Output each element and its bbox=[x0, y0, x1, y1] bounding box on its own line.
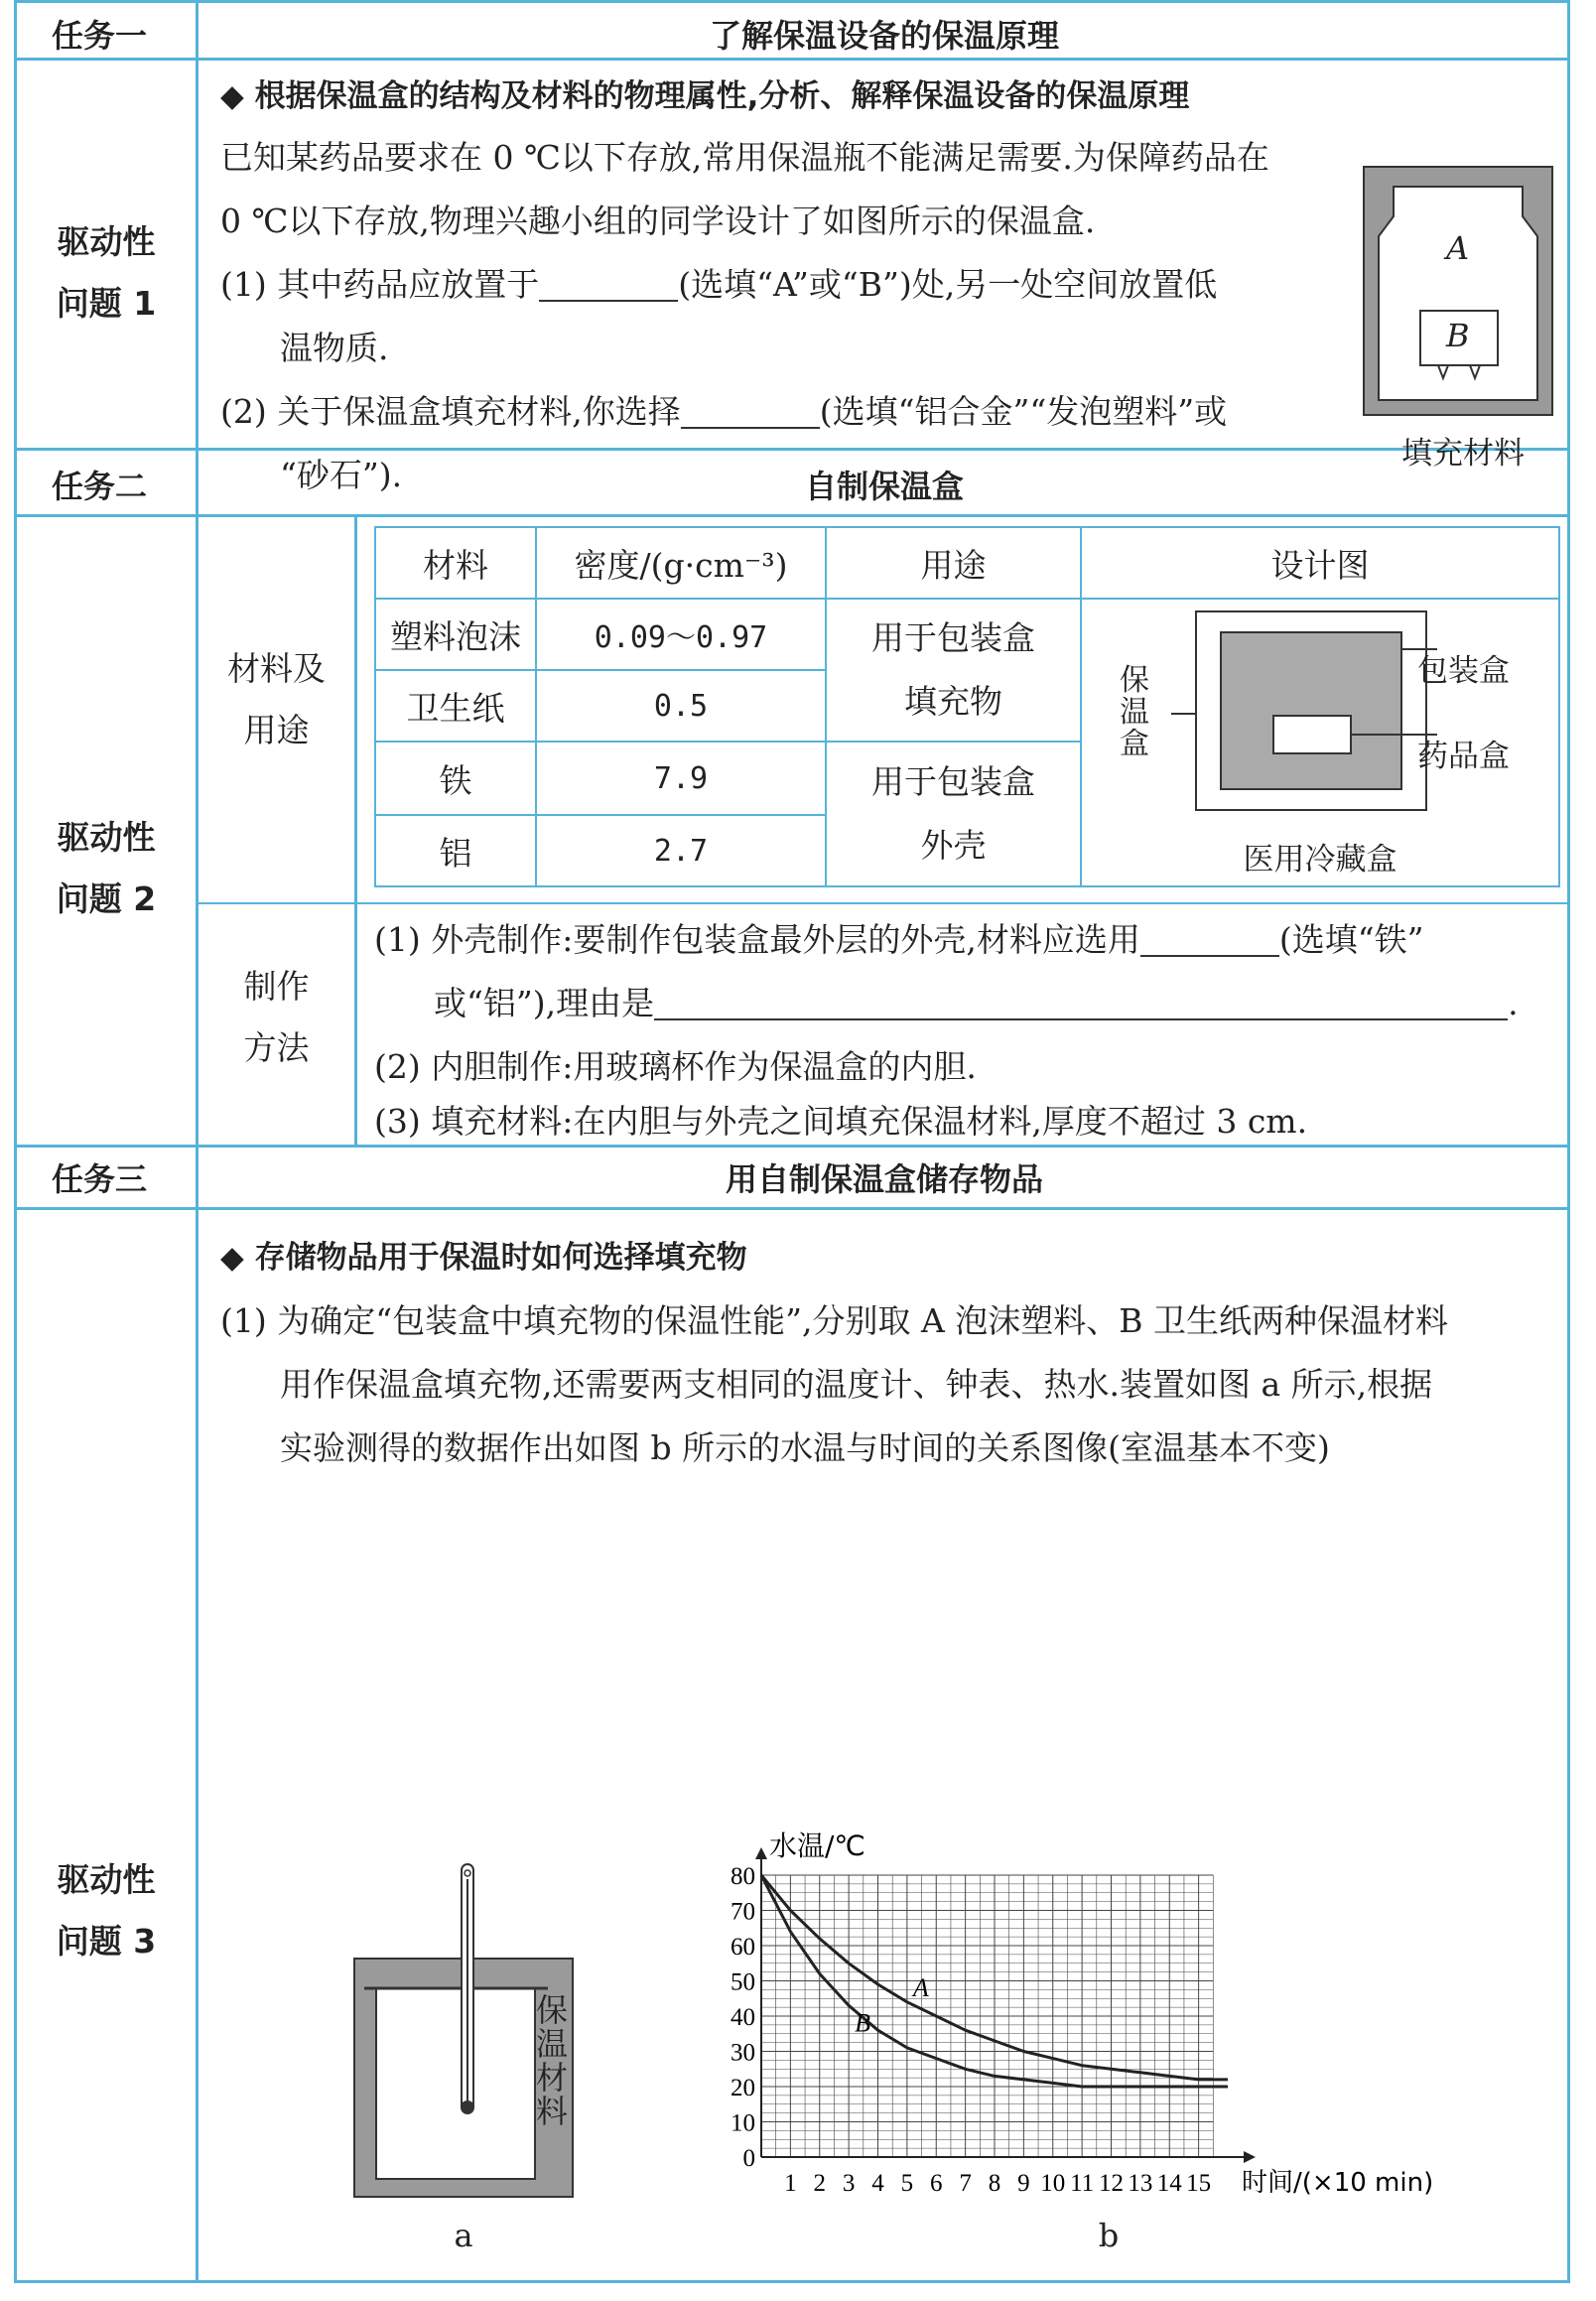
use-line: 填充物 bbox=[904, 682, 1002, 721]
method-label bbox=[199, 956, 354, 1079]
divider bbox=[17, 514, 1567, 517]
divider bbox=[17, 448, 1567, 451]
medicine-label: 药品盒 bbox=[1417, 739, 1510, 774]
label-a: A bbox=[1446, 229, 1470, 267]
x-tick-label: 13 bbox=[1128, 2170, 1153, 2197]
method-label-line: 方法 bbox=[243, 1028, 310, 1067]
task1-side-label bbox=[17, 211, 196, 335]
chart-grid bbox=[761, 1875, 1213, 2157]
insulation-char: 料 bbox=[536, 2093, 569, 2130]
worksheet bbox=[14, 0, 1570, 2283]
side-char: 保 bbox=[1120, 663, 1149, 698]
chart-axes bbox=[755, 1847, 1256, 2163]
series-label-A: A bbox=[912, 1972, 929, 2002]
answer-blank[interactable] bbox=[681, 397, 820, 429]
use-cell bbox=[826, 742, 1081, 886]
y-tick-label: 30 bbox=[731, 2039, 755, 2067]
header-material: 材料 bbox=[375, 527, 536, 599]
table-header-row bbox=[375, 527, 1559, 599]
x-tick-label: 4 bbox=[871, 2170, 884, 2197]
materials-table bbox=[374, 526, 1560, 887]
y-tick-label: 10 bbox=[731, 2109, 755, 2137]
x-tick-label: 7 bbox=[959, 2170, 972, 2197]
column-divider bbox=[354, 514, 357, 1145]
header-use: 用途 bbox=[826, 527, 1081, 599]
material-cell: 卫生纸 bbox=[375, 670, 536, 742]
method-1-cont bbox=[434, 972, 1519, 1035]
label-b: B bbox=[1446, 317, 1470, 354]
divider bbox=[196, 902, 1567, 904]
side-label-line: 问题 1 bbox=[56, 284, 157, 323]
answer-blank[interactable] bbox=[1140, 925, 1279, 957]
medicine-box bbox=[1273, 716, 1351, 753]
q2-text: (2) 关于保温盒填充材料,你选择 bbox=[220, 392, 681, 431]
header-design: 设计图 bbox=[1081, 527, 1559, 599]
x-tick-label: 14 bbox=[1156, 2170, 1182, 2197]
design-cell bbox=[1081, 599, 1559, 886]
series-label-B: B bbox=[855, 2008, 871, 2038]
density-cell: 2.7 bbox=[536, 815, 826, 886]
y-tick-label: 20 bbox=[731, 2075, 755, 2101]
y-tick-label: 80 bbox=[731, 1863, 755, 1890]
header-density: 密度/(g·cm⁻³) bbox=[536, 527, 826, 599]
task2-label: 任务二 bbox=[52, 468, 148, 505]
task1-q1-cont: 温物质. bbox=[280, 329, 389, 367]
task3-para-line2: 用作保温盒填充物,还需要两支相同的温度计、钟表、热水.装置如图 a 所示,根据 bbox=[280, 1365, 1433, 1404]
side-label-line: 驱动性 bbox=[57, 818, 156, 857]
method-1 bbox=[374, 908, 1423, 972]
table-row bbox=[375, 599, 1559, 670]
density-cell: 0.5 bbox=[536, 670, 826, 742]
x-tick-label: 2 bbox=[813, 2170, 826, 2197]
answer-blank[interactable] bbox=[654, 989, 1508, 1020]
insulation-char: 保 bbox=[536, 1991, 569, 2029]
x-tick-label: 6 bbox=[930, 2170, 943, 2197]
material-cell: 铝 bbox=[375, 815, 536, 886]
task3-heading: ◆ 存储物品用于保温时如何选择填充物 bbox=[220, 1240, 747, 1276]
materials-label-line: 用途 bbox=[243, 711, 310, 749]
temperature-chart bbox=[702, 1829, 1526, 2207]
x-tick-label: 9 bbox=[1017, 2170, 1030, 2197]
task1-intro-line2: 0 ℃以下存放,物理兴趣小组的同学设计了如图所示的保温盒. bbox=[220, 202, 1096, 240]
side-char: 盒 bbox=[1120, 727, 1149, 761]
q1-text: (1) 其中药品应放置于 bbox=[220, 265, 540, 304]
insulation-label bbox=[536, 1993, 570, 2128]
task3-title: 用自制保温盒储存物品 bbox=[725, 1160, 1043, 1198]
use-line: 用于包装盒 bbox=[871, 618, 1035, 657]
method-text: (1) 外壳制作:要制作包装盒最外层的外壳,材料应选用 bbox=[374, 920, 1140, 959]
q1-text: (选填“A”或“B”)处,另一处空间放置低 bbox=[678, 265, 1218, 304]
figure-caption: 填充材料 bbox=[1401, 436, 1525, 472]
answer-blank[interactable] bbox=[539, 270, 678, 302]
side-label-line: 问题 3 bbox=[56, 1922, 157, 1961]
side-label-line: 问题 2 bbox=[56, 880, 157, 918]
materials-label bbox=[199, 638, 354, 761]
material-cell: 铁 bbox=[375, 742, 536, 815]
inner-chamber bbox=[1379, 187, 1537, 400]
x-tick-label: 8 bbox=[988, 2170, 1001, 2197]
task2-title: 自制保温盒 bbox=[804, 468, 964, 505]
x-tick-label: 3 bbox=[842, 2170, 856, 2197]
material-cell: 塑料泡沫 bbox=[375, 599, 536, 670]
task3-label: 任务三 bbox=[52, 1160, 148, 1198]
thermometer-bulb bbox=[461, 2100, 474, 2114]
method-text: (选填“铁” bbox=[1278, 920, 1424, 959]
task3-para-line1: (1) 为确定“包装盒中填充物的保温性能”,分别取 A 泡沫塑料、B 卫生纸两种保温材料 bbox=[220, 1301, 1449, 1340]
density-cell: 7.9 bbox=[536, 742, 826, 815]
side-chars bbox=[1118, 665, 1151, 760]
divider bbox=[17, 1145, 1567, 1148]
packaging-box bbox=[1221, 632, 1401, 789]
method-label-line: 制作 bbox=[243, 967, 310, 1006]
x-tick-label: 1 bbox=[784, 2170, 797, 2197]
column-divider bbox=[196, 3, 199, 2280]
task1-q2-cont: “砂石”). bbox=[280, 456, 403, 494]
side-char: 温 bbox=[1120, 695, 1149, 730]
x-tick-label: 12 bbox=[1099, 2170, 1124, 2197]
y-tick-label: 50 bbox=[731, 1968, 755, 1996]
insulation-char: 材 bbox=[536, 2059, 569, 2097]
use-line: 用于包装盒 bbox=[871, 762, 1035, 801]
divider bbox=[17, 58, 1567, 61]
caption-a: a bbox=[454, 2217, 473, 2254]
task3-para-line3: 实验测得的数据作出如图 b 所示的水温与时间的关系图像(室温基本不变) bbox=[280, 1428, 1330, 1467]
task1-title: 了解保温设备的保温原理 bbox=[709, 17, 1059, 55]
side-label-line: 驱动性 bbox=[57, 1860, 156, 1899]
x-tick-label: 10 bbox=[1040, 2170, 1066, 2197]
y-axis-arrow bbox=[755, 1847, 767, 1859]
y-axis-label: 水温/℃ bbox=[769, 1829, 865, 1862]
y-tick-label: 70 bbox=[731, 1898, 755, 1926]
materials-label-line: 材料及 bbox=[227, 649, 326, 688]
x-axis-arrow bbox=[1244, 2151, 1256, 2163]
x-tick-label: 5 bbox=[900, 2170, 914, 2197]
method-3: (3) 填充材料:在内胆与外壳之间填充保温材料,厚度不超过 3 cm. bbox=[374, 1102, 1308, 1141]
use-line: 外壳 bbox=[920, 826, 987, 865]
side-label-line: 驱动性 bbox=[57, 222, 156, 261]
task1-q1 bbox=[220, 253, 1217, 317]
design-caption: 医用冷藏盒 bbox=[1243, 842, 1397, 878]
task2-side-label bbox=[17, 807, 196, 930]
method-2: (2) 内胆制作:用玻璃杯作为保温盒的内胆. bbox=[374, 1047, 977, 1086]
cup bbox=[376, 1988, 535, 2179]
y-tick-label: 60 bbox=[731, 1934, 755, 1961]
task3-side-label bbox=[17, 1849, 196, 1972]
y-tick-label: 40 bbox=[731, 2004, 755, 2031]
x-axis-label: 时间/(×10 min) bbox=[1242, 2168, 1434, 2198]
q2-text: (选填“铝合金”“发泡塑料”或 bbox=[819, 392, 1228, 431]
divider bbox=[17, 1207, 1567, 1210]
x-tick-label: 11 bbox=[1070, 2170, 1095, 2197]
task1-intro-line1: 已知某药品要求在 0 ℃以下存放,常用保温瓶不能满足需要.为保障药品在 bbox=[220, 138, 1269, 177]
insulation-char: 温 bbox=[536, 2025, 569, 2063]
x-tick-label: 15 bbox=[1186, 2170, 1212, 2197]
use-cell bbox=[826, 599, 1081, 742]
task1-heading: ◆ 根据保温盒的结构及材料的物理属性,分析、解释保温设备的保温原理 bbox=[220, 78, 1190, 114]
task1-q2 bbox=[220, 380, 1227, 444]
cooler-box-diagram bbox=[1359, 162, 1557, 450]
box-label: 包装盒 bbox=[1417, 653, 1510, 689]
task1-label: 任务一 bbox=[52, 17, 148, 55]
method-text: 或“铝”),理由是 bbox=[434, 984, 655, 1022]
caption-b: b bbox=[1098, 2217, 1120, 2254]
period: . bbox=[1508, 984, 1519, 1022]
y-tick-label: 0 bbox=[742, 2145, 755, 2172]
density-cell: 0.09～0.97 bbox=[536, 599, 826, 670]
